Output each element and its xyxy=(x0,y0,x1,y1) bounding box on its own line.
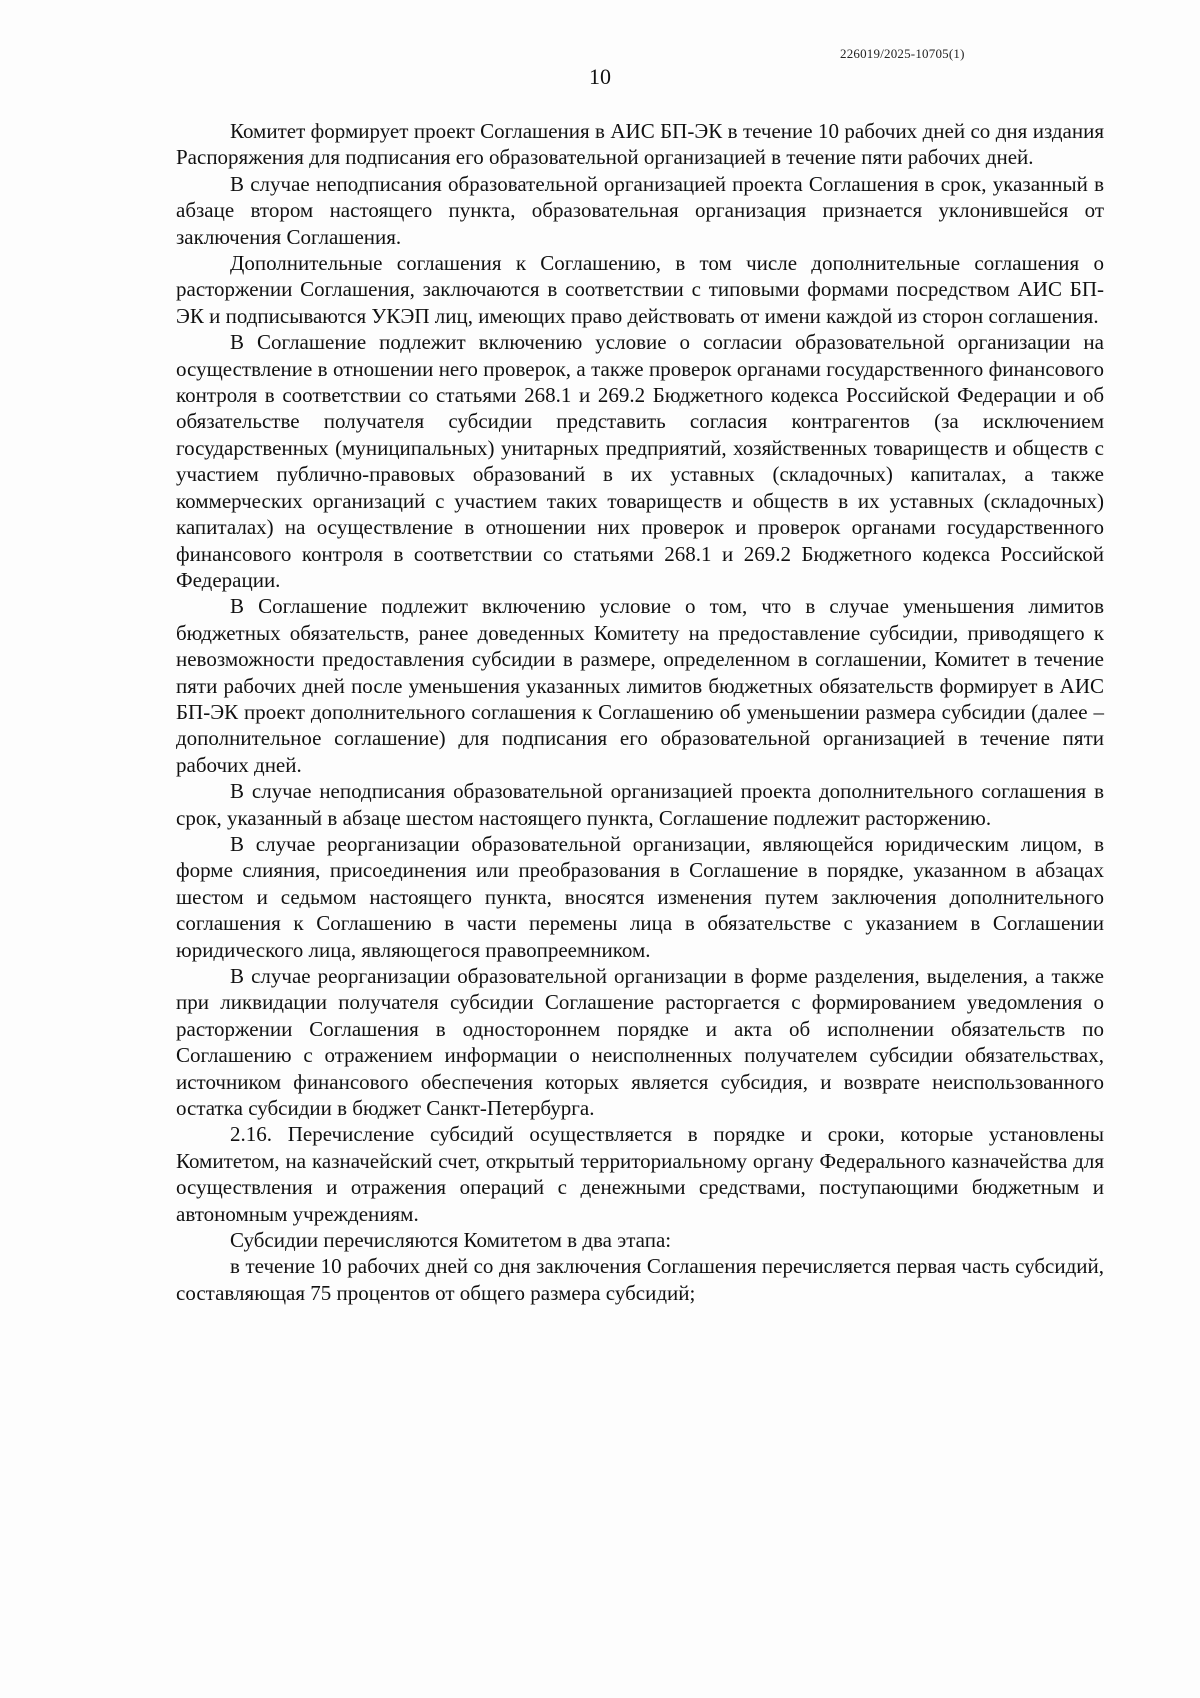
paragraph: Комитет формирует проект Соглашения в АИС БП-ЭК в течение 10 рабочих дней со дня издания Распоряжения для подписания его образовательной организацией в течение пяти рабочих дней. xyxy=(176,119,1104,170)
paragraph: В случае реорганизации образовательной организации в форме разделения, выделения, а также при ликвидации получателя субсидии Соглашение расторгается с формированием уведомления о расторжении Соглашения в одностороннем порядке и акта об исполнении обязательств по Соглашению с отражением информации о неисполненных получателем субсидии обязательствах, источником финансового обеспечения которых является субсидия, и возврате неиспользованного остатка субсидии в бюджет Санкт-Петербурга. xyxy=(176,964,1104,1121)
paragraph: в течение 10 рабочих дней со дня заключения Соглашения перечисляется первая часть субсидий, составляющая 75 процентов от общего размера субсидий; xyxy=(176,1254,1104,1305)
paragraph: В Соглашение подлежит включению условие о согласии образовательной организации на осуществление в отношении него проверок, а также проверок органами государственного финансового контроля в соответствии со статьями 268.1 и 269.2 Бюджетного кодекса Российской Федерации и об обязательстве получателя субсидии представить согласия контрагентов (за исключением государственных (муниципальных) унитарных предприятий, хозяйственных товариществ и обществ с участием публично-правовых образований в их уставных (складочных) капиталах, а также коммерческих организаций с участием таких товариществ и обществ в их уставных (складочных) капиталах) на осуществление в отношении них проверок и проверок органами государственного финансового контроля в соответствии со статьями 268.1 и 269.2 Бюджетного кодекса Российской Федерации. xyxy=(176,330,1104,592)
paragraph: Субсидии перечисляются Комитетом в два этапа: xyxy=(230,1228,672,1253)
paragraph: Дополнительные соглашения к Соглашению, в том числе дополнительные соглашения о расторжении Соглашения, заключаются в соответствии с типовыми формами посредством АИС БП-ЭК и подписываются УКЭП лиц, имеющих право действовать от имени каждой из сторон соглашения. xyxy=(176,251,1104,328)
paragraph: В случае неподписания образовательной организацией проекта дополнительного соглашения в срок, указанный в абзаце шестом настоящего пункта, Соглашение подлежит расторжению. xyxy=(176,779,1104,830)
paragraph: В случае реорганизации образовательной организации, являющейся юридическим лицом, в форме слияния, присоединения или преобразования в Соглашение в порядке, указанном в абзацах шестом и седьмом настоящего пункта, вносятся изменения путем заключения дополнительного соглашения к Соглашению в части перемены лица в обязательстве с указанием в Соглашении юридического лица, являющегося правопреемником. xyxy=(176,831,1104,962)
document-registration-number: 226019/2025-10705(1) xyxy=(840,46,965,61)
paragraph: В случае неподписания образовательной организацией проекта Соглашения в срок, указанный в абзаце втором настоящего пункта, образовательная организация признается уклонившейся от заключения Соглашения. xyxy=(176,171,1104,249)
paragraph: В Соглашение подлежит включению условие о том, что в случае уменьшения лимитов бюджетных обязательств, ранее доведенных Комитету на предоставление субсидии, приводящего к невозможности предоставления субсидии в размере, определенном в соглашении, Комитет в течение пяти рабочих дней после уменьшения указанных лимитов бюджетных обязательств формирует в АИС БП-ЭК проект дополнительного соглашения к Соглашению об уменьшении размера субсидии (далее – дополнительное соглашение) для подписания его образовательной организацией в течение пяти рабочих дней. xyxy=(176,594,1104,777)
paragraph: 2.16. Перечисление субсидий осуществляется в порядке и сроки, которые установлены Комитетом, на казначейский счет, открытый территориальному органу Федерального казначейства для осуществления и отражения операций с денежными средствами, поступающими бюджетным и автономным учреждениям. xyxy=(176,1122,1104,1226)
page-number: 10 xyxy=(589,64,611,89)
document-body xyxy=(176,118,1104,1306)
